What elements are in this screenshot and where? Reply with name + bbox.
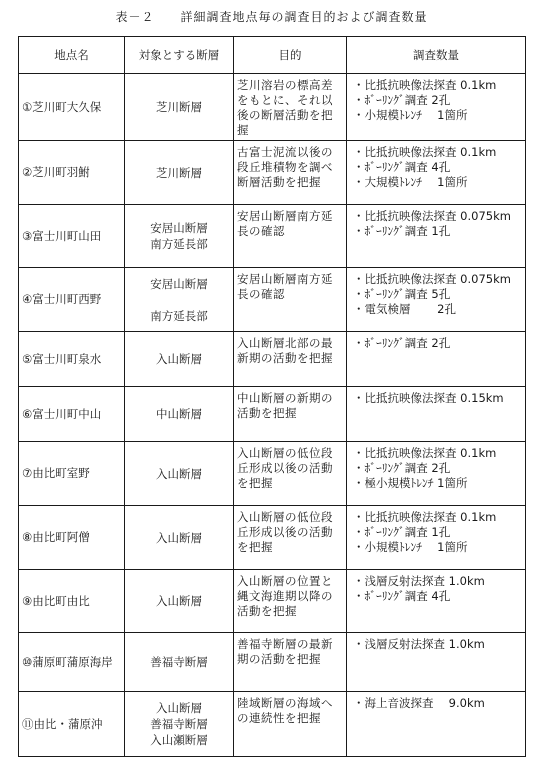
site-name: ③富士川町山田 xyxy=(19,205,125,268)
site-name: ②芝川町羽鮒 xyxy=(19,141,125,205)
header-row xyxy=(19,37,526,74)
survey-item: ・小規模ﾄﾚﾝﾁ 1箇所 xyxy=(353,540,468,554)
survey-quantity xyxy=(347,692,526,757)
site-name: ⑪由比・蒲原沖 xyxy=(19,692,125,757)
target-fault xyxy=(125,506,234,570)
table-row xyxy=(19,506,526,570)
fault-line: 善福寺断層 xyxy=(150,717,208,731)
site-name: ⑩蒲原町蒲原海岸 xyxy=(19,633,125,692)
fault-line: 善福寺断層 xyxy=(150,655,208,669)
header-purpose: 目的 xyxy=(234,37,347,74)
survey-item: ・ﾎﾞｰﾘﾝｸﾞ調査 4孔 xyxy=(353,589,451,603)
survey-item: ・浅層反射法探査 1.0km xyxy=(353,574,485,588)
fault-line: 安居山断層 xyxy=(150,221,208,235)
target-fault xyxy=(125,633,234,692)
table-caption xyxy=(0,8,543,25)
survey-quantity xyxy=(347,633,526,692)
survey-item: ・ﾎﾞｰﾘﾝｸﾞ調査 1孔 xyxy=(353,525,451,539)
purpose: 入山断層の低位段丘形成以後の活動を把握 xyxy=(234,506,347,570)
target-fault xyxy=(125,692,234,757)
survey-item: ・ﾎﾞｰﾘﾝｸﾞ調査 2孔 xyxy=(353,336,451,350)
table-row xyxy=(19,332,526,387)
table-title: 詳細調査地点毎の調査目的および調査数量 xyxy=(180,10,428,24)
fault-line: 入山断層 xyxy=(156,352,202,366)
fault-line: 南方延長部 xyxy=(150,308,208,323)
survey-table xyxy=(18,36,526,757)
target-fault xyxy=(125,570,234,633)
survey-item: ・ﾎﾞｰﾘﾝｸﾞ調査 2孔 xyxy=(353,461,451,475)
survey-quantity xyxy=(347,74,526,141)
purpose: 古富士泥流以後の段丘堆積物を調べ断層活動を把握 xyxy=(234,141,347,205)
survey-item: ・極小規模ﾄﾚﾝﾁ 1箇所 xyxy=(353,476,468,490)
fault-line: 安居山断層 xyxy=(150,276,208,291)
survey-item: ・ﾎﾞｰﾘﾝｸﾞ調査 5孔 xyxy=(353,287,451,301)
target-fault xyxy=(125,387,234,442)
survey-item: ・比抵抗映像法探査 0.15km xyxy=(353,391,504,405)
fault-line: 芝川断層 xyxy=(156,100,202,114)
target-fault xyxy=(125,332,234,387)
survey-item: ・比抵抗映像法探査 0.1km xyxy=(353,446,497,460)
site-name: ①芝川町大久保 xyxy=(19,74,125,141)
site-name: ④富士川町西野 xyxy=(19,268,125,332)
fault-line: 芝川断層 xyxy=(156,165,202,180)
fault-line: 入山断層 xyxy=(156,594,202,608)
survey-quantity xyxy=(347,506,526,570)
purpose: 安居山断層南方延長の確認 xyxy=(234,268,347,332)
fault-line: 入山断層 xyxy=(156,530,202,545)
header-site: 地点名 xyxy=(19,37,125,74)
target-fault xyxy=(125,268,234,332)
survey-quantity xyxy=(347,268,526,332)
purpose: 入山断層の低位段丘形成以後の活動を把握 xyxy=(234,442,347,506)
survey-item: ・比抵抗映像法探査 0.075km xyxy=(353,272,511,286)
table-row xyxy=(19,268,526,332)
survey-item: ・小規模ﾄﾚﾝﾁ 1箇所 xyxy=(353,108,468,122)
target-fault xyxy=(125,74,234,141)
target-fault xyxy=(125,442,234,506)
purpose: 陸域断層の海域への連続性を把握 xyxy=(234,692,347,757)
purpose: 入山断層北部の最新期の活動を把握 xyxy=(234,332,347,387)
survey-item: ・ﾎﾞｰﾘﾝｸﾞ調査 1孔 xyxy=(353,224,451,238)
survey-item: ・ﾎﾞｰﾘﾝｸﾞ調査 2孔 xyxy=(353,93,451,107)
survey-item: ・海上音波探査 9.0km xyxy=(353,696,485,710)
purpose: 中山断層の新期の活動を把握 xyxy=(234,387,347,442)
site-name: ⑥富士川町中山 xyxy=(19,387,125,442)
survey-item: ・比抵抗映像法探査 0.1km xyxy=(353,510,497,524)
survey-item: ・浅層反射法探査 1.0km xyxy=(353,637,485,651)
survey-item: ・比抵抗映像法探査 0.1km xyxy=(353,78,497,92)
header-survey: 調査数量 xyxy=(347,37,526,74)
survey-quantity xyxy=(347,332,526,387)
table-row xyxy=(19,205,526,268)
purpose: 安居山断層南方延長の確認 xyxy=(234,205,347,268)
fault-line: 入山断層 xyxy=(156,701,202,715)
table-row xyxy=(19,387,526,442)
purpose: 善福寺断層の最新期の活動を把握 xyxy=(234,633,347,692)
table-row xyxy=(19,141,526,205)
survey-item: ・比抵抗映像法探査 0.075km xyxy=(353,209,511,223)
table-row xyxy=(19,633,526,692)
survey-item: ・電気検層 2孔 xyxy=(353,302,456,316)
site-name: ⑨由比町由比 xyxy=(19,570,125,633)
survey-item: ・大規模ﾄﾚﾝﾁ 1箇所 xyxy=(353,175,468,189)
site-name: ⑤富士川町泉水 xyxy=(19,332,125,387)
table-row xyxy=(19,570,526,633)
site-name: ⑦由比町室野 xyxy=(19,442,125,506)
survey-item: ・比抵抗映像法探査 0.1km xyxy=(353,145,497,159)
survey-quantity xyxy=(347,442,526,506)
target-fault xyxy=(125,205,234,268)
table-row xyxy=(19,442,526,506)
survey-quantity xyxy=(347,570,526,633)
fault-line: 南方延長部 xyxy=(150,237,208,251)
target-fault xyxy=(125,141,234,205)
survey-item: ・ﾎﾞｰﾘﾝｸﾞ調査 4孔 xyxy=(353,160,451,174)
fault-line: 入山瀬断層 xyxy=(150,733,208,747)
survey-quantity xyxy=(347,205,526,268)
table-row xyxy=(19,74,526,141)
fault-line: 入山断層 xyxy=(156,466,202,481)
site-name: ⑧由比町阿僧 xyxy=(19,506,125,570)
table-number: 表－２ xyxy=(115,10,155,24)
survey-quantity xyxy=(347,387,526,442)
purpose: 入山断層の位置と縄文海進期以降の活動を把握 xyxy=(234,570,347,633)
fault-line: 中山断層 xyxy=(156,407,202,421)
survey-quantity xyxy=(347,141,526,205)
purpose: 芝川溶岩の標高差をもとに、それ以後の断層活動を把握 xyxy=(234,74,347,141)
table-row xyxy=(19,692,526,757)
header-fault: 対象とする断層 xyxy=(125,37,234,74)
